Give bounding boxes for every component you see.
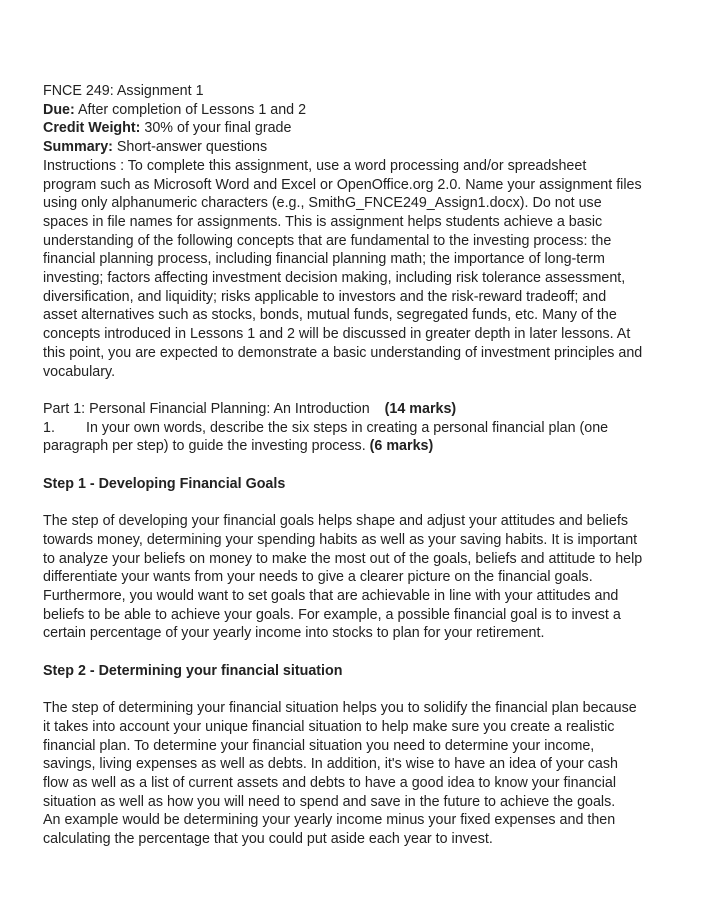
question-1-number: 1. — [43, 419, 55, 436]
text-line: concepts introduced in Lessons 1 and 2 will be discussed in greater depth in later lessons. At — [43, 326, 631, 343]
question-1-line-1 — [43, 419, 643, 438]
question-1-line-2 — [43, 437, 643, 456]
part1-title: Part 1: Personal Financial Planning: An Introduction — [43, 400, 370, 417]
text-line: asset alternatives such as stocks, bonds, mutual funds, segregated funds, etc. Many of the — [43, 307, 617, 324]
text-line: spaces in file names for assignments. This is assignment helps students achieve a basic — [43, 213, 603, 230]
blank-line — [43, 680, 643, 699]
question-1-marks: (6 marks) — [369, 438, 434, 455]
text-line: to analyze your beliefs on money to make the most out of the goals, beliefs and attitude to help — [43, 550, 643, 567]
due-line — [43, 101, 643, 120]
text-line: towards money, determining your spending habits as well as your saving habits. It is important — [43, 531, 638, 548]
text-line: An example would be determining your yearly income minus your fixed expenses and then — [43, 812, 616, 829]
text-line: certain percentage of your yearly income into stocks to plan for your retirement. — [43, 625, 545, 642]
text-line: situation as well as how you will need to spend and save in the future to achieve the goals. — [43, 793, 616, 810]
text-line: The step of determining your financial situation helps you to solidify the financial plan because — [43, 700, 637, 717]
question-1-text-cont: paragraph per step) to guide the investing process. — [43, 438, 370, 455]
instructions-paragraph — [43, 157, 643, 381]
document-page — [43, 82, 643, 849]
text-line: financial planning process, including financial planning math; the importance of long-term — [43, 251, 605, 268]
blank-line — [43, 493, 643, 512]
step2-heading-text: Step 2 - Determining your financial situation — [43, 662, 343, 679]
text-line: Furthermore, you would want to set goals that are achievable in line with your attitudes and — [43, 587, 619, 604]
step1-paragraph — [43, 512, 643, 643]
text-line: understanding of the following concepts that are fundamental to the investing process: the — [43, 232, 612, 249]
blank-line — [43, 381, 643, 400]
text-line: this point, you are expected to demonstrate a basic understanding of investment principles and — [43, 344, 643, 361]
credit-weight-line — [43, 119, 643, 138]
text-line: using only alphanumeric characters (e.g., SmithG_FNCE249_Assign1.docx). Do not use — [43, 195, 602, 212]
assignment-title: FNCE 249: Assignment 1 — [43, 83, 204, 99]
step1-heading-text: Step 1 - Developing Financial Goals — [43, 475, 286, 492]
text-line: beliefs to be able to achieve your goals. For example, a possible financial goal is to invest a — [43, 606, 621, 623]
due-value: After completion of Lessons 1 and 2 — [74, 101, 307, 118]
summary-value: Short-answer questions — [112, 139, 268, 156]
text-line: calculating the percentage that you could put aside each year to invest. — [43, 831, 493, 848]
summary-label: Summary: — [43, 139, 113, 156]
text-line: The step of developing your financial goals helps shape and adjust your attitudes and beliefs — [43, 513, 628, 530]
text-line: differentiate your wants from your needs to give a clearer picture on the financial goals. — [43, 569, 593, 586]
step2-paragraph — [43, 699, 643, 849]
question-1-text: In your own words, describe the six steps in creating a personal financial plan (one — [86, 419, 609, 436]
text-line: Instructions : To complete this assignment, use a word processing and/or spreadsheet — [43, 157, 587, 174]
text-line: financial plan. To determine your financial situation you need to determine your income, — [43, 737, 595, 754]
blank-line — [43, 456, 643, 475]
due-label: Due: — [43, 101, 75, 118]
summary-line — [43, 138, 643, 157]
text-line: it takes into account your unique financial situation to help make sure you create a realistic — [43, 718, 615, 735]
blank-line — [43, 643, 643, 662]
part1-heading — [43, 400, 643, 419]
step2-heading — [43, 662, 643, 681]
credit-weight-value: 30% of your final grade — [140, 120, 292, 137]
text-line: investing; factors affecting investment decision making, including risk tolerance assessment, — [43, 270, 626, 287]
credit-weight-label: Credit Weight: — [43, 120, 141, 137]
text-line: program such as Microsoft Word and Excel or OpenOffice.org 2.0. Name your assignment files — [43, 176, 642, 193]
text-line: diversification, and liquidity; risks applicable to investors and the risk-reward tradeoff; and — [43, 288, 607, 305]
text-line: vocabulary. — [43, 363, 116, 380]
text-line: savings, living expenses as well as debts. In addition, it's wise to have an idea of your cash — [43, 756, 618, 773]
text-line: flow as well as a list of current assets and debts to have a good idea to know your financial — [43, 774, 616, 791]
step1-heading — [43, 475, 643, 494]
part1-marks: (14 marks) — [384, 400, 457, 417]
